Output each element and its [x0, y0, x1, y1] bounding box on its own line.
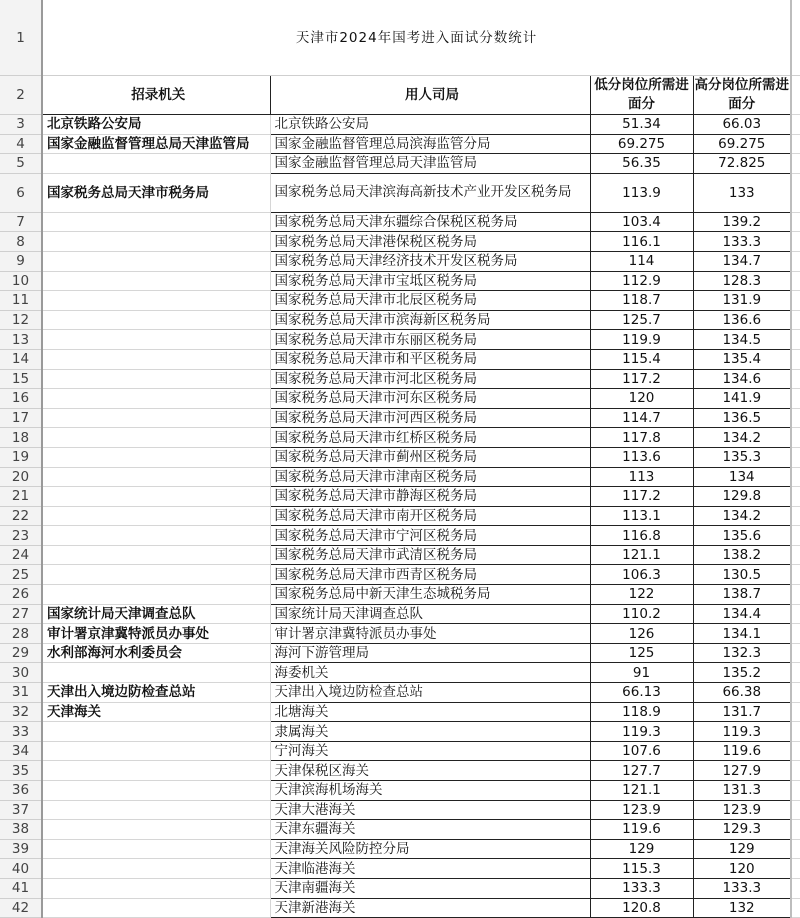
high-score-cell[interactable]: 129.3	[693, 820, 791, 840]
empty-cell[interactable]	[791, 722, 800, 742]
high-score-cell[interactable]: 134.1	[693, 624, 791, 644]
low-score-cell[interactable]: 121.1	[590, 781, 693, 801]
column-header-bureau[interactable]: 用人司局	[270, 76, 590, 115]
row-header[interactable]: 31	[0, 683, 42, 703]
empty-cell[interactable]	[791, 898, 800, 918]
table-row	[0, 898, 800, 918]
low-score-cell[interactable]: 120	[590, 389, 693, 409]
high-score-cell[interactable]: 138.7	[693, 585, 791, 605]
row-header[interactable]: 1	[0, 0, 42, 76]
table-row	[0, 115, 800, 135]
high-score-cell[interactable]: 66.38	[693, 683, 791, 703]
empty-cell[interactable]	[791, 76, 800, 115]
row-header[interactable]: 21	[0, 487, 42, 507]
bureau-cell[interactable]: 国家税务总局天津市武清区税务局	[270, 545, 590, 565]
low-score-cell[interactable]: 133.3	[590, 878, 693, 898]
row-header[interactable]: 29	[0, 643, 42, 663]
row-header[interactable]: 4	[0, 134, 42, 154]
row-header[interactable]: 38	[0, 820, 42, 840]
agency-cell[interactable]	[42, 408, 270, 428]
table-row	[0, 604, 800, 624]
table-row	[0, 859, 800, 879]
empty-cell[interactable]	[791, 624, 800, 644]
low-score-cell[interactable]: 103.4	[590, 212, 693, 232]
high-score-cell[interactable]: 134.7	[693, 251, 791, 271]
high-score-cell[interactable]: 141.9	[693, 389, 791, 409]
row-header[interactable]: 12	[0, 310, 42, 330]
agency-cell[interactable]	[42, 389, 270, 409]
row-header[interactable]: 5	[0, 154, 42, 174]
low-score-cell[interactable]: 113	[590, 467, 693, 487]
row-header[interactable]: 16	[0, 389, 42, 409]
agency-cell[interactable]	[42, 800, 270, 820]
empty-cell[interactable]	[791, 526, 800, 546]
empty-cell[interactable]	[791, 604, 800, 624]
bureau-cell[interactable]: 国家税务总局中新天津生态城税务局	[270, 585, 590, 605]
row-header[interactable]: 17	[0, 408, 42, 428]
agency-cell[interactable]	[42, 820, 270, 840]
high-score-cell[interactable]: 130.5	[693, 565, 791, 585]
low-score-cell[interactable]: 115.3	[590, 859, 693, 879]
empty-cell[interactable]	[791, 291, 800, 311]
row-header[interactable]: 28	[0, 624, 42, 644]
bureau-cell[interactable]: 天津新港海关	[270, 898, 590, 918]
high-score-cell[interactable]: 120	[693, 859, 791, 879]
agency-cell[interactable]	[42, 232, 270, 252]
empty-cell[interactable]	[791, 232, 800, 252]
row-header[interactable]: 42	[0, 898, 42, 918]
agency-cell[interactable]: 国家税务总局天津市税务局	[42, 173, 270, 212]
table-row	[0, 741, 800, 761]
row-header[interactable]: 19	[0, 447, 42, 467]
empty-cell[interactable]	[791, 389, 800, 409]
row-header[interactable]: 33	[0, 722, 42, 742]
bureau-cell[interactable]: 国家税务总局天津市宝坻区税务局	[270, 271, 590, 291]
low-score-cell[interactable]: 121.1	[590, 545, 693, 565]
table-row	[0, 447, 800, 467]
empty-cell[interactable]	[791, 683, 800, 703]
table-row	[0, 761, 800, 781]
low-score-cell[interactable]: 107.6	[590, 741, 693, 761]
agency-cell[interactable]	[42, 761, 270, 781]
low-score-cell[interactable]: 122	[590, 585, 693, 605]
row-header[interactable]: 13	[0, 330, 42, 350]
table-row	[0, 467, 800, 487]
bureau-cell[interactable]: 国家税务总局天津市滨海新区税务局	[270, 310, 590, 330]
low-score-cell[interactable]: 113.6	[590, 447, 693, 467]
bureau-cell[interactable]: 国家税务总局天津经济技术开发区税务局	[270, 251, 590, 271]
low-score-cell[interactable]: 114	[590, 251, 693, 271]
bureau-cell[interactable]: 天津海关风险防控分局	[270, 839, 590, 859]
high-score-cell[interactable]: 131.9	[693, 291, 791, 311]
low-score-cell[interactable]: 66.13	[590, 683, 693, 703]
high-score-cell[interactable]: 123.9	[693, 800, 791, 820]
high-score-cell[interactable]: 139.2	[693, 212, 791, 232]
empty-cell[interactable]	[791, 859, 800, 879]
agency-cell[interactable]	[42, 859, 270, 879]
table-row	[0, 330, 800, 350]
row-header[interactable]: 35	[0, 761, 42, 781]
row-header[interactable]: 30	[0, 663, 42, 683]
low-score-cell[interactable]: 51.34	[590, 115, 693, 135]
low-score-cell[interactable]: 112.9	[590, 271, 693, 291]
row-header[interactable]: 25	[0, 565, 42, 585]
empty-cell[interactable]	[791, 330, 800, 350]
high-score-cell[interactable]: 133.3	[693, 232, 791, 252]
agency-cell[interactable]	[42, 251, 270, 271]
empty-cell[interactable]	[791, 310, 800, 330]
header-row	[0, 76, 800, 115]
low-score-cell[interactable]: 117.2	[590, 487, 693, 507]
high-score-cell[interactable]: 131.3	[693, 781, 791, 801]
empty-cell[interactable]	[791, 408, 800, 428]
bureau-cell[interactable]: 国家税务总局天津市蓟州区税务局	[270, 447, 590, 467]
sheet-title[interactable]: 天津市2024年国考进入面试分数统计	[42, 0, 791, 76]
column-header-agency[interactable]: 招录机关	[42, 76, 270, 115]
high-score-cell[interactable]: 134.5	[693, 330, 791, 350]
agency-cell[interactable]	[42, 839, 270, 859]
table-row	[0, 408, 800, 428]
bureau-cell[interactable]: 国家统计局天津调查总队	[270, 604, 590, 624]
empty-cell[interactable]	[791, 115, 800, 135]
low-score-cell[interactable]: 91	[590, 663, 693, 683]
table-row	[0, 389, 800, 409]
bureau-cell[interactable]: 国家税务总局天津市红桥区税务局	[270, 428, 590, 448]
row-header[interactable]: 40	[0, 859, 42, 879]
table-row	[0, 310, 800, 330]
table-row	[0, 173, 800, 212]
low-score-cell[interactable]: 119.3	[590, 722, 693, 742]
agency-cell[interactable]	[42, 349, 270, 369]
row-header[interactable]: 22	[0, 506, 42, 526]
high-score-cell[interactable]: 132	[693, 898, 791, 918]
low-score-cell[interactable]: 129	[590, 839, 693, 859]
row-header[interactable]: 15	[0, 369, 42, 389]
row-header[interactable]: 23	[0, 526, 42, 546]
row-header[interactable]: 24	[0, 545, 42, 565]
agency-cell[interactable]: 水利部海河水利委员会	[42, 643, 270, 663]
row-header[interactable]: 11	[0, 291, 42, 311]
high-score-cell[interactable]: 129.8	[693, 487, 791, 507]
high-score-cell[interactable]: 131.7	[693, 702, 791, 722]
agency-cell[interactable]	[42, 447, 270, 467]
empty-cell[interactable]	[791, 585, 800, 605]
agency-cell[interactable]	[42, 781, 270, 801]
agency-cell[interactable]	[42, 722, 270, 742]
title-row	[0, 0, 800, 76]
row-header[interactable]: 41	[0, 878, 42, 898]
table-row	[0, 487, 800, 507]
table-row	[0, 134, 800, 154]
bureau-cell[interactable]: 天津南疆海关	[270, 878, 590, 898]
row-header[interactable]: 32	[0, 702, 42, 722]
empty-cell[interactable]	[791, 271, 800, 291]
agency-cell[interactable]: 天津出入境边防检查总站	[42, 683, 270, 703]
row-header[interactable]: 36	[0, 781, 42, 801]
table-row	[0, 251, 800, 271]
low-score-cell[interactable]: 125	[590, 643, 693, 663]
high-score-cell[interactable]: 134.6	[693, 369, 791, 389]
high-score-cell[interactable]: 72.825	[693, 154, 791, 174]
table-row	[0, 800, 800, 820]
agency-cell[interactable]: 国家统计局天津调查总队	[42, 604, 270, 624]
high-score-cell[interactable]: 132.3	[693, 643, 791, 663]
table-row	[0, 643, 800, 663]
table-row	[0, 232, 800, 252]
empty-cell[interactable]	[791, 212, 800, 232]
empty-cell[interactable]	[791, 820, 800, 840]
high-score-cell[interactable]: 136.6	[693, 310, 791, 330]
agency-cell[interactable]	[42, 310, 270, 330]
bureau-cell[interactable]: 国家税务总局天津市河东区税务局	[270, 389, 590, 409]
table-row	[0, 291, 800, 311]
low-score-cell[interactable]: 69.275	[590, 134, 693, 154]
table-row	[0, 545, 800, 565]
bureau-cell[interactable]: 国家税务总局天津东疆综合保税区税务局	[270, 212, 590, 232]
table-row	[0, 624, 800, 644]
bureau-cell[interactable]: 审计署京津冀特派员办事处	[270, 624, 590, 644]
low-score-cell[interactable]: 116.8	[590, 526, 693, 546]
bureau-cell[interactable]: 国家税务总局天津市北辰区税务局	[270, 291, 590, 311]
high-score-cell[interactable]: 135.4	[693, 349, 791, 369]
table-row	[0, 878, 800, 898]
bureau-cell[interactable]: 国家税务总局天津市南开区税务局	[270, 506, 590, 526]
table-row	[0, 526, 800, 546]
agency-cell[interactable]: 审计署京津冀特派员办事处	[42, 624, 270, 644]
low-score-cell[interactable]: 118.7	[590, 291, 693, 311]
low-score-cell[interactable]: 123.9	[590, 800, 693, 820]
empty-cell[interactable]	[791, 878, 800, 898]
low-score-cell[interactable]: 106.3	[590, 565, 693, 585]
agency-cell[interactable]	[42, 330, 270, 350]
empty-cell[interactable]	[791, 134, 800, 154]
high-score-cell[interactable]: 128.3	[693, 271, 791, 291]
agency-cell[interactable]	[42, 526, 270, 546]
high-score-cell[interactable]: 129	[693, 839, 791, 859]
empty-cell[interactable]	[791, 349, 800, 369]
high-score-cell[interactable]: 66.03	[693, 115, 791, 135]
high-score-cell[interactable]: 119.3	[693, 722, 791, 742]
high-score-cell[interactable]: 134.4	[693, 604, 791, 624]
empty-cell[interactable]	[791, 467, 800, 487]
row-header[interactable]: 3	[0, 115, 42, 135]
agency-cell[interactable]	[42, 506, 270, 526]
agency-cell[interactable]: 天津海关	[42, 702, 270, 722]
agency-cell[interactable]	[42, 271, 270, 291]
empty-cell[interactable]	[791, 702, 800, 722]
bureau-cell[interactable]: 国家税务总局天津市东丽区税务局	[270, 330, 590, 350]
agency-cell[interactable]	[42, 663, 270, 683]
agency-cell[interactable]	[42, 467, 270, 487]
agency-cell[interactable]	[42, 428, 270, 448]
bureau-cell[interactable]: 国家税务总局天津市津南区税务局	[270, 467, 590, 487]
bureau-cell[interactable]: 国家金融监督管理总局天津监管局	[270, 154, 590, 174]
row-header[interactable]: 34	[0, 741, 42, 761]
low-score-cell[interactable]: 113.1	[590, 506, 693, 526]
table-row	[0, 565, 800, 585]
empty-cell[interactable]	[791, 251, 800, 271]
row-header[interactable]: 6	[0, 173, 42, 212]
high-score-cell[interactable]: 135.3	[693, 447, 791, 467]
high-score-cell[interactable]: 134.2	[693, 506, 791, 526]
high-score-cell[interactable]: 136.5	[693, 408, 791, 428]
bureau-cell[interactable]: 天津东疆海关	[270, 820, 590, 840]
table-row	[0, 702, 800, 722]
bureau-cell[interactable]: 国家税务总局天津市宁河区税务局	[270, 526, 590, 546]
bureau-cell[interactable]: 北京铁路公安局	[270, 115, 590, 135]
high-score-cell[interactable]: 133	[693, 173, 791, 212]
table-row	[0, 683, 800, 703]
empty-cell[interactable]	[791, 565, 800, 585]
row-header[interactable]: 37	[0, 800, 42, 820]
bureau-cell[interactable]: 国家税务总局天津港保税区税务局	[270, 232, 590, 252]
table-row	[0, 820, 800, 840]
empty-cell[interactable]	[791, 741, 800, 761]
low-score-cell[interactable]: 118.9	[590, 702, 693, 722]
high-score-cell[interactable]: 135.6	[693, 526, 791, 546]
bureau-cell[interactable]: 国家税务总局天津市河北区税务局	[270, 369, 590, 389]
low-score-cell[interactable]: 56.35	[590, 154, 693, 174]
bureau-cell[interactable]: 海河下游管理局	[270, 643, 590, 663]
table-row	[0, 154, 800, 174]
empty-cell[interactable]	[791, 761, 800, 781]
high-score-cell[interactable]: 69.275	[693, 134, 791, 154]
table-row	[0, 506, 800, 526]
agency-cell[interactable]	[42, 741, 270, 761]
table-row	[0, 212, 800, 232]
bureau-cell[interactable]: 国家税务总局天津市静海区税务局	[270, 487, 590, 507]
agency-cell[interactable]	[42, 487, 270, 507]
agency-cell[interactable]	[42, 212, 270, 232]
column-header-low-score[interactable]: 低分岗位所需进面分	[590, 76, 693, 115]
agency-cell[interactable]	[42, 898, 270, 918]
low-score-cell[interactable]: 113.9	[590, 173, 693, 212]
low-score-cell[interactable]: 120.8	[590, 898, 693, 918]
row-header[interactable]: 2	[0, 76, 42, 115]
row-header[interactable]: 8	[0, 232, 42, 252]
row-header[interactable]: 27	[0, 604, 42, 624]
empty-cell[interactable]	[791, 369, 800, 389]
low-score-cell[interactable]: 127.7	[590, 761, 693, 781]
bureau-cell[interactable]: 天津出入境边防检查总站	[270, 683, 590, 703]
agency-cell[interactable]: 北京铁路公安局	[42, 115, 270, 135]
bureau-cell[interactable]: 隶属海关	[270, 722, 590, 742]
low-score-cell[interactable]: 115.4	[590, 349, 693, 369]
low-score-cell[interactable]: 117.8	[590, 428, 693, 448]
low-score-cell[interactable]: 119.6	[590, 820, 693, 840]
table-row	[0, 839, 800, 859]
empty-cell[interactable]	[791, 800, 800, 820]
bureau-cell[interactable]: 北塘海关	[270, 702, 590, 722]
bureau-cell[interactable]: 国家税务总局天津市和平区税务局	[270, 349, 590, 369]
row-header[interactable]: 9	[0, 251, 42, 271]
low-score-cell[interactable]: 114.7	[590, 408, 693, 428]
bureau-cell[interactable]: 宁河海关	[270, 741, 590, 761]
row-header[interactable]: 20	[0, 467, 42, 487]
table-row	[0, 663, 800, 683]
row-header[interactable]: 7	[0, 212, 42, 232]
row-header[interactable]: 26	[0, 585, 42, 605]
agency-cell[interactable]	[42, 369, 270, 389]
bureau-cell[interactable]: 天津大港海关	[270, 800, 590, 820]
bureau-cell[interactable]: 国家金融监督管理总局滨海监管分局	[270, 134, 590, 154]
bureau-cell[interactable]: 国家税务总局天津市河西区税务局	[270, 408, 590, 428]
agency-cell[interactable]	[42, 154, 270, 174]
row-header[interactable]: 14	[0, 349, 42, 369]
empty-cell[interactable]	[791, 663, 800, 683]
low-score-cell[interactable]: 119.9	[590, 330, 693, 350]
bureau-cell[interactable]: 国家税务总局天津滨海高新技术产业开发区税务局	[270, 173, 590, 212]
empty-cell[interactable]	[791, 643, 800, 663]
low-score-cell[interactable]: 116.1	[590, 232, 693, 252]
table-row	[0, 428, 800, 448]
bureau-cell[interactable]: 海委机关	[270, 663, 590, 683]
low-score-cell[interactable]: 125.7	[590, 310, 693, 330]
high-score-cell[interactable]: 134.2	[693, 428, 791, 448]
table-row	[0, 369, 800, 389]
agency-cell[interactable]	[42, 565, 270, 585]
low-score-cell[interactable]: 110.2	[590, 604, 693, 624]
empty-cell[interactable]	[791, 154, 800, 174]
high-score-cell[interactable]: 119.6	[693, 741, 791, 761]
row-header[interactable]: 39	[0, 839, 42, 859]
row-header[interactable]: 10	[0, 271, 42, 291]
high-score-cell[interactable]: 138.2	[693, 545, 791, 565]
agency-cell[interactable]	[42, 545, 270, 565]
high-score-cell[interactable]: 135.2	[693, 663, 791, 683]
bureau-cell[interactable]: 天津滨海机场海关	[270, 781, 590, 801]
table-row	[0, 349, 800, 369]
row-header[interactable]: 18	[0, 428, 42, 448]
empty-cell[interactable]	[791, 173, 800, 212]
table-row	[0, 781, 800, 801]
agency-cell[interactable]	[42, 585, 270, 605]
bureau-cell[interactable]: 国家税务总局天津市西青区税务局	[270, 565, 590, 585]
empty-cell[interactable]	[791, 447, 800, 467]
agency-cell[interactable]	[42, 291, 270, 311]
table-row	[0, 271, 800, 291]
empty-cell[interactable]	[791, 487, 800, 507]
table-row	[0, 722, 800, 742]
low-score-cell[interactable]: 126	[590, 624, 693, 644]
agency-cell[interactable]	[42, 878, 270, 898]
empty-cell[interactable]	[791, 506, 800, 526]
low-score-cell[interactable]: 117.2	[590, 369, 693, 389]
table-row	[0, 585, 800, 605]
high-score-cell[interactable]: 134	[693, 467, 791, 487]
column-header-high-score[interactable]: 高分岗位所需进面分	[693, 76, 791, 115]
empty-cell[interactable]	[791, 428, 800, 448]
high-score-cell[interactable]: 127.9	[693, 761, 791, 781]
empty-cell[interactable]	[791, 545, 800, 565]
empty-cell[interactable]	[791, 0, 800, 76]
bureau-cell[interactable]: 天津保税区海关	[270, 761, 590, 781]
bureau-cell[interactable]: 天津临港海关	[270, 859, 590, 879]
empty-cell[interactable]	[791, 781, 800, 801]
empty-cell[interactable]	[791, 839, 800, 859]
high-score-cell[interactable]: 133.3	[693, 878, 791, 898]
agency-cell[interactable]: 国家金融监督管理总局天津监管局	[42, 134, 270, 154]
